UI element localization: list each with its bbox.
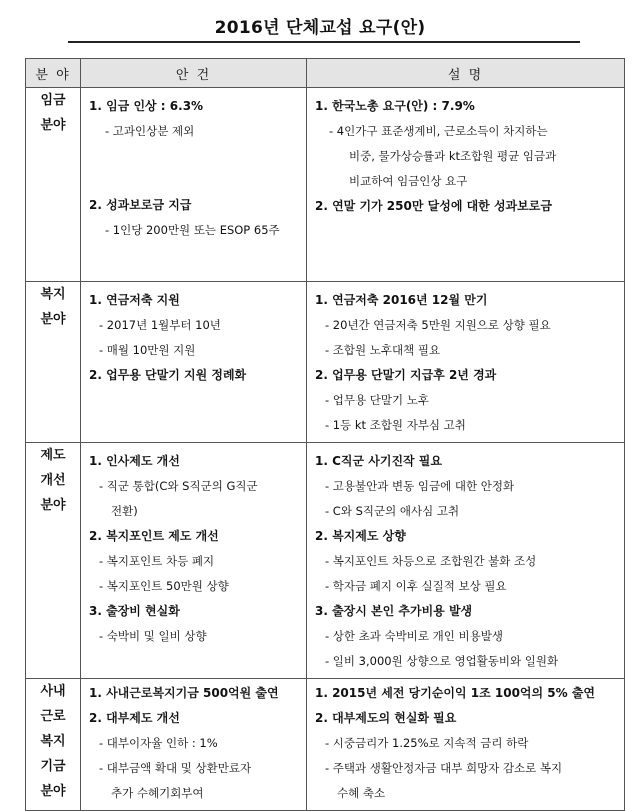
category-cell [26, 443, 81, 679]
proposal-subitem: - 숙박비 및 일비 상향 [99, 629, 207, 643]
header-proposal: 안 건 [81, 59, 307, 88]
category-cell [26, 679, 81, 811]
proposal-item: 2. 성과보로금 지급 [89, 198, 192, 212]
explanation-subitem: - 1등 kt 조합원 자부심 고취 [325, 418, 466, 432]
proposal-subitem: - 매월 10만원 지원 [99, 343, 196, 357]
proposal-cell [81, 88, 307, 282]
table-row-fund [26, 679, 625, 811]
explanation-cell [307, 443, 625, 679]
explanation-subitem: - 복지포인트 차등으로 조합원간 불화 조성 [325, 554, 537, 568]
explanation-subitem: 비중, 물가상승률과 kt조합원 평균 임금과 [349, 149, 557, 163]
proposal-subitem: - 1인당 200만원 또는 ESOP 65주 [105, 223, 280, 237]
explanation-item: 2. 복지제도 상향 [315, 529, 406, 543]
category-label: 복지 [40, 287, 66, 302]
proposal-item: 2. 복지포인트 제도 개선 [89, 529, 219, 543]
explanation-item: 1. 2015년 세전 당기순이익 1조 100억의 5% 출연 [315, 686, 596, 700]
proposal-subitem: 전환) [111, 504, 138, 518]
explanation-item: 1. 한국노총 요구(안) : 7.9% [315, 99, 475, 113]
proposal-item: 1. 인사제도 개선 [89, 454, 180, 468]
category-label: 분야 [40, 498, 66, 513]
proposal-subitem: 추가 수혜기회부여 [111, 786, 204, 800]
proposal-cell [81, 282, 307, 443]
explanation-subitem: - 업무용 단말기 노후 [325, 393, 429, 407]
category-cell [26, 88, 81, 282]
category-label: 근로 [40, 709, 66, 724]
explanation-subitem: - 일비 3,000원 상향으로 영업활동비와 일원화 [325, 654, 559, 668]
category-label: 기금 [40, 759, 66, 774]
header-explanation: 설 명 [307, 59, 625, 88]
explanation-item: 3. 출장시 본인 추가비용 발생 [315, 604, 473, 618]
proposal-subitem: - 고과인상분 제외 [105, 124, 195, 138]
explanation-cell [307, 88, 625, 282]
proposal-subitem: - 2017년 1월부터 10년 [99, 318, 221, 332]
explanation-subitem: - 상한 초과 숙박비로 개인 비용발생 [325, 629, 503, 643]
explanation-cell [307, 282, 625, 443]
proposal-item: 1. 사내근로복지기금 500억원 출연 [89, 686, 279, 700]
proposal-item: 1. 연금저축 지원 [89, 293, 180, 307]
proposal-item: 1. 임금 인상 : 6.3% [89, 99, 204, 113]
explanation-subitem: - 4인가구 표준생계비, 근로소득이 차지하는 [329, 124, 548, 138]
header-category: 분 야 [26, 59, 81, 88]
explanation-subitem: - 20년간 연금저축 5만원 지원으로 상향 필요 [325, 318, 551, 332]
table-row-system [26, 443, 625, 679]
explanation-subitem: 비교하여 임금인상 요구 [349, 174, 468, 188]
explanation-item: 2. 연말 기가 250만 달성에 대한 성과보로금 [315, 199, 552, 213]
explanation-subitem: - C와 S직군의 애사심 고취 [325, 504, 460, 518]
explanation-item: 1. C직군 사기진작 필요 [315, 454, 442, 468]
proposal-subitem: - 대부이자율 인하 : 1% [99, 736, 218, 750]
category-label: 개선 [40, 473, 66, 488]
category-label: 제도 [40, 448, 66, 463]
category-label: 분야 [40, 118, 66, 133]
category-label: 사내 [40, 684, 66, 699]
proposal-cell [81, 443, 307, 679]
proposal-subitem: - 복지포인트 50만원 상향 [99, 579, 229, 593]
explanation-subitem: - 시중금리가 1.25%로 지속적 금리 하락 [325, 736, 529, 750]
proposal-item: 2. 대부제도 개선 [89, 711, 180, 725]
explanation-cell [307, 679, 625, 811]
explanation-subitem: - 학자금 폐지 이후 실질적 보상 필요 [325, 579, 507, 593]
explanation-item: 1. 연금저축 2016년 12월 만기 [315, 293, 488, 307]
header-row [26, 59, 625, 88]
proposal-subitem: - 직군 통합(C와 S직군의 G직군 [99, 479, 258, 493]
explanation-subitem: 수혜 축소 [337, 786, 386, 800]
title-underline [68, 41, 580, 43]
explanation-item: 2. 대부제도의 현실화 필요 [315, 711, 457, 725]
explanation-subitem: - 고용불안과 변동 임금에 대한 안정화 [325, 479, 515, 493]
proposal-item: 3. 출장비 현실화 [89, 604, 180, 618]
explanation-subitem: - 조합원 노후대책 필요 [325, 343, 441, 357]
category-label: 분야 [40, 784, 66, 799]
proposal-item: 2. 업무용 단말기 지원 정례화 [89, 368, 247, 382]
category-label: 복지 [40, 734, 66, 749]
proposal-cell [81, 679, 307, 811]
bargaining-table [25, 58, 625, 811]
category-cell [26, 282, 81, 443]
proposal-subitem: - 대부금액 확대 및 상환만료자 [99, 761, 252, 775]
proposal-subitem: - 복지포인트 차등 폐지 [99, 554, 215, 568]
document-title: 2016년 단체교섭 요구(안) [214, 18, 426, 38]
table-row-wage [26, 88, 625, 282]
explanation-subitem: - 주택과 생활안정자금 대부 희망자 감소로 복지 [325, 761, 563, 775]
category-label: 임금 [40, 93, 66, 108]
table-row-welfare [26, 282, 625, 443]
explanation-item: 2. 업무용 단말기 지급후 2년 경과 [315, 368, 497, 382]
category-label: 분야 [40, 312, 66, 327]
